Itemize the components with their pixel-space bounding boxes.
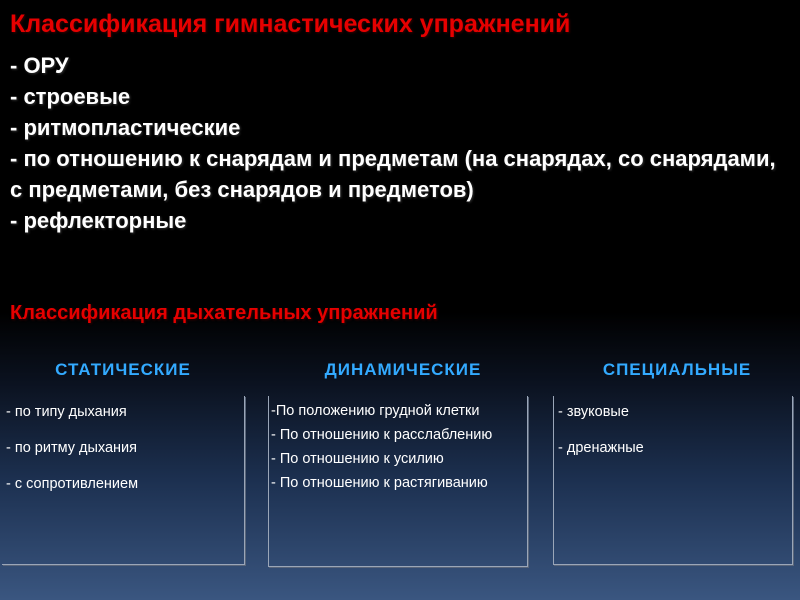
list-item: - рефлекторные — [10, 208, 187, 233]
list-item: -По положению грудной клетки — [271, 403, 480, 419]
gymnastics-title: Классификация гимнастических упражнений — [10, 10, 571, 38]
special-exercises-box — [553, 396, 793, 565]
list-item: - По отношению к расслаблению — [271, 427, 493, 443]
list-item: - по отношению к снарядам и предметам (на снарядах, со снарядами, с предметами, без снарядов и предметов) — [10, 146, 776, 202]
list-item: - с сопротивлением — [6, 476, 139, 492]
column-header-static: СТАТИЧЕСКИЕ — [55, 360, 191, 379]
list-item: - дренажные — [558, 440, 644, 456]
breathing-title: Классификация дыхательных упражнений — [10, 302, 438, 324]
list-item: - строевые — [10, 84, 131, 109]
list-item: - По отношению к усилию — [271, 451, 444, 467]
list-item: - ОРУ — [10, 53, 69, 78]
dynamic-exercises-box — [268, 396, 528, 567]
column-header-special: СПЕЦИАЛЬНЫЕ — [602, 360, 752, 379]
list-item: - по типу дыхания — [6, 404, 127, 420]
column-header-dynamic: ДИНАМИЧЕСКИЕ — [324, 360, 482, 379]
list-item: - ритмопластические — [10, 115, 241, 140]
static-exercises-box — [2, 396, 245, 565]
list-item: - по ритму дыхания — [6, 440, 138, 456]
gymnastics-list — [10, 50, 790, 236]
list-item: - По отношению к растягиванию — [271, 475, 488, 491]
list-item: - звуковые — [558, 404, 629, 420]
